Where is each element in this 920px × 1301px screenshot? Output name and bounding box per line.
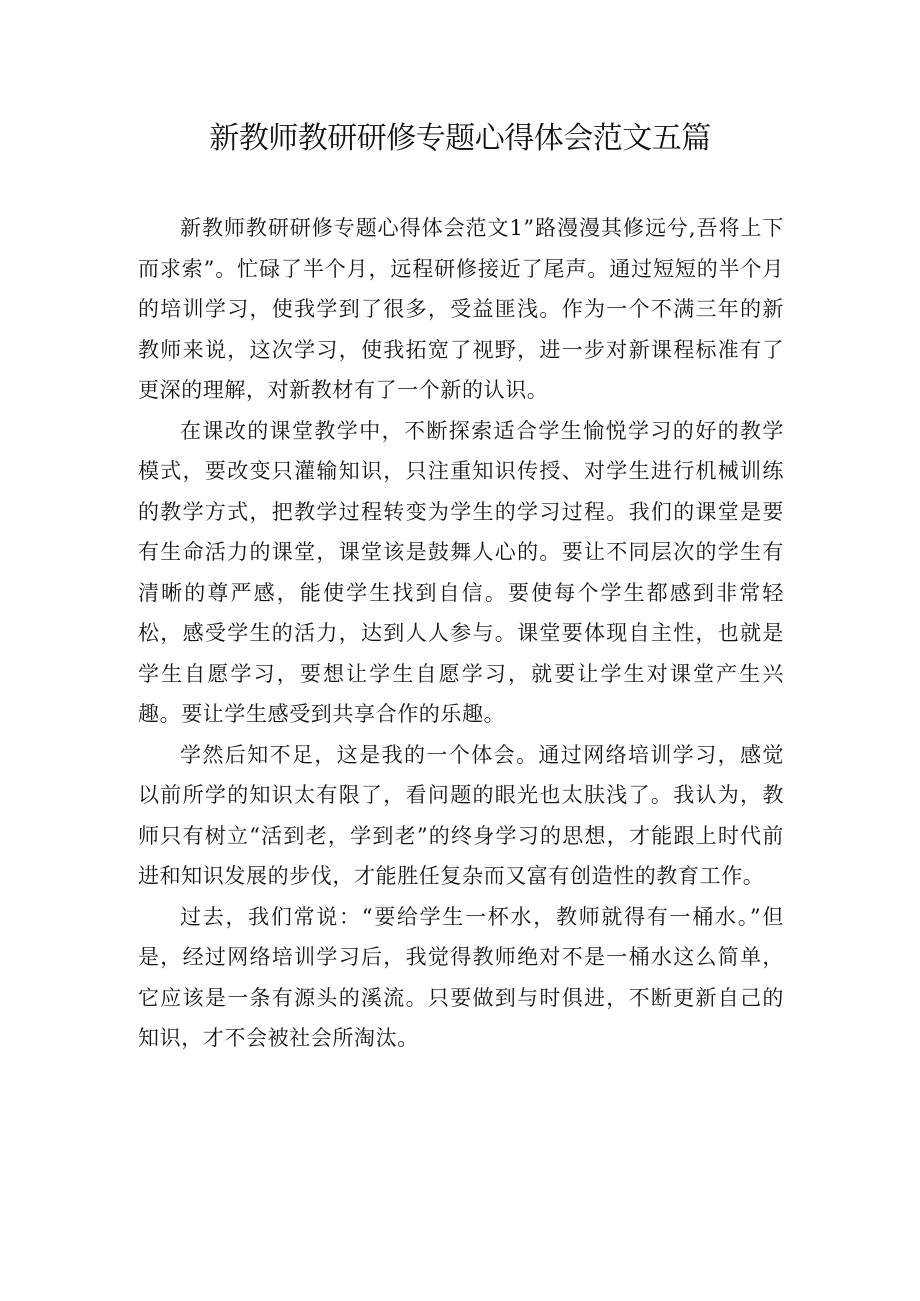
document-body xyxy=(138,208,784,1059)
document-title: 新教师教研研修专题心得体会范文五篇 xyxy=(209,121,711,156)
paragraph-2: 在课改的课堂教学中，不断探索适合学生愉悦学习的好的教学模式，要改变只灌输知识，只注重知识传授、对学生进行机械训练的教学方式，把教学过程转变为学生的学习过程。我们的课堂是要有生命活力的课堂，课堂该是鼓舞人心的。要让不同层次的学生有清晰的尊严感，能使学生找到自信。要使每个学生都感到非常轻松，感受学生的活力，达到人人参与。课堂要体现自主性，也就是学生自愿学习，要想让学生自愿学习，就要让学生对课堂产生兴趣。要让学生感受到共享合作的乐趣。 xyxy=(138,418,784,726)
paragraph-3: 学然后知不足，这是我的一个体会。通过网络培训学习，感觉以前所学的知识太有限了，看问题的眼光也太肤浅了。我认为，教师只有树立“活到老，学到老”的终身学习的思想，才能跟上时代前进和知识发展的步伐，才能胜任复杂而又富有创造性的教育工作。 xyxy=(138,742,784,888)
paragraph-1: 新教师教研研修专题心得体会范文1”路漫漫其修远兮,吾将上下而求索”。忙碌了半个月，远程研修接近了尾声。通过短短的半个月的培训学习，使我学到了很多，受益匪浅。作为一个不满三年的新教师来说，这次学习，使我拓宽了视野，进一步对新课程标准有了更深的理解，对新教材有了一个新的认识。 xyxy=(138,216,784,402)
paragraph-4: 过去，我们常说：“要给学生一杯水，教师就得有一桶水。”但是，经过网络培训学习后，我觉得教师绝对不是一桶水这么简单，它应该是一条有源头的溪流。只要做到与时俱进，不断更新自己的知识，才不会被社会所淘汰。 xyxy=(138,904,784,1050)
